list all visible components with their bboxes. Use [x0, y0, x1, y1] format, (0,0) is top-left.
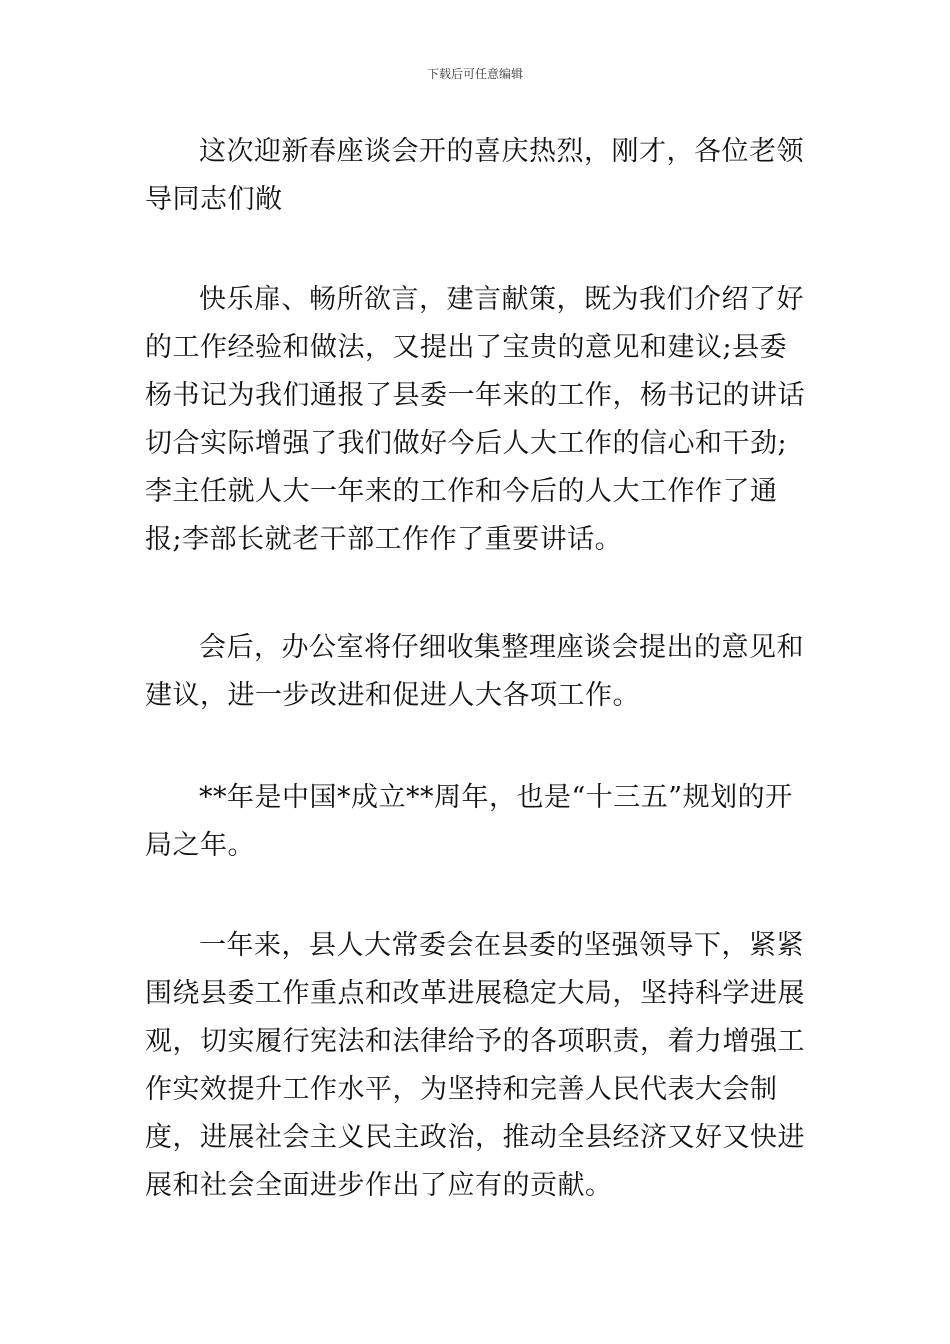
page-header: 下载后可任意编辑	[426, 67, 523, 81]
paragraph-3: 会后，办公室将仔细收集整理座谈会提出的意见和建议，进一步改进和促进人大各项工作。	[145, 632, 804, 711]
paragraph-2: 快乐扉、畅所欲言，建言献策，既为我们介绍了好的工作经验和做法，又提出了宝贵的意见和建议;县委杨书记为我们通报了县委一年来的工作，杨书记的讲话切合实际增强了我们做好今后人大工作的信心和干劲;李主任就人大一年来的工作和今后的人大工作作了通报;李部长就老干部工作作了重要讲话。	[145, 284, 805, 555]
paragraph-5: 一年来，县人大常委会在县委的坚强领导下，紧紧围绕县委工作重点和改革进展稳定大局，坚持科学进展观，切实履行宪法和法律给予的各项职责，着力增强工作实效提升工作水平，为坚持和完善人民代表大会制度，进展社会主义民主政治，推动全县经济又好又快进展和社会全面进步作出了应有的贡献。	[145, 930, 805, 1201]
paragraph-4: **年是中国*成立**周年，也是“十三五”规划的开局之年。	[145, 782, 793, 861]
paragraph-1: 这次迎新春座谈会开的喜庆热烈，刚才，各位老领导同志们敞	[145, 136, 804, 215]
